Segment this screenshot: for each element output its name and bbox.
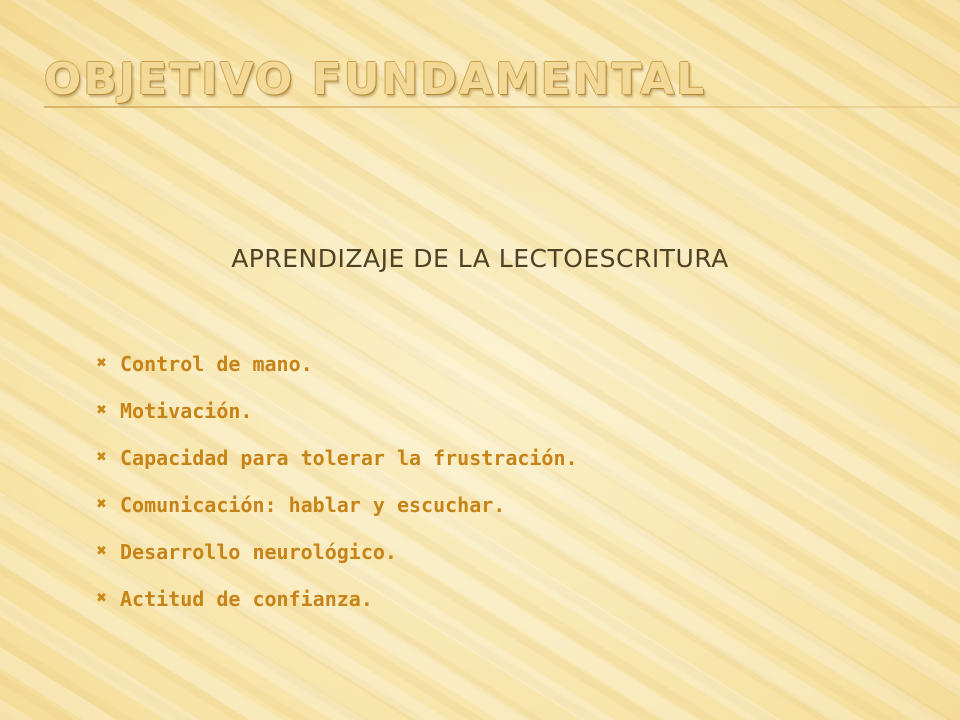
x-mark-icon: ✖ — [96, 403, 107, 418]
x-mark-icon: ✖ — [96, 544, 107, 559]
bullet-item — [96, 575, 578, 622]
x-mark-icon: ✖ — [96, 450, 107, 465]
x-mark-icon: ✖ — [96, 356, 107, 371]
bullet-item — [96, 387, 578, 434]
slide-title: OBJETIVO FUNDAMENTAL — [44, 54, 707, 105]
x-mark-icon: ✖ — [96, 591, 107, 606]
bullet-item — [96, 528, 578, 575]
bullet-text: Motivación. — [120, 398, 253, 423]
bullet-item — [96, 434, 578, 481]
bullet-text: Capacidad para tolerar la frustración. — [120, 445, 578, 470]
bullet-text: Desarrollo neurológico. — [120, 539, 397, 564]
bullet-text: Actitud de confianza. — [120, 586, 373, 611]
bullet-list — [96, 340, 578, 622]
bullet-item — [96, 481, 578, 528]
bullet-item — [96, 340, 578, 387]
bullet-text: Control de mano. — [120, 351, 313, 376]
bullet-text: Comunicación: hablar y escuchar. — [120, 492, 506, 517]
title-underline — [44, 106, 960, 108]
slide-subtitle: APRENDIZAJE DE LA LECTOESCRITURA — [231, 244, 729, 273]
x-mark-icon: ✖ — [96, 497, 107, 512]
